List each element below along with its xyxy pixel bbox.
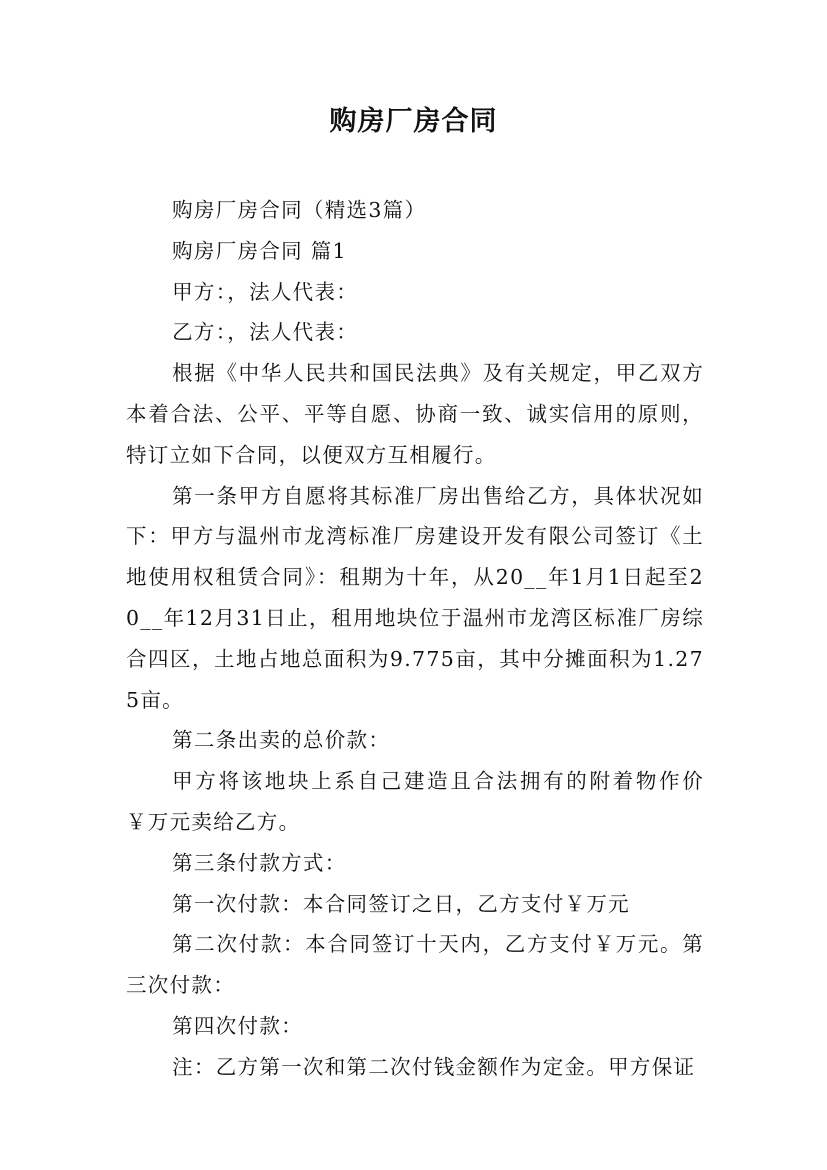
- paragraph-payment-4: 第四次付款：: [172, 1013, 303, 1038]
- paragraph-payment-1: 第一次付款：本合同签订之日，乙方支付￥万元: [172, 891, 630, 916]
- paragraph-article-2-body: 甲方将该地块上系自己建造且合法拥有的附着物作价￥万元卖给乙方。: [126, 769, 704, 834]
- paragraph-article-3-heading: 第三条付款方式：: [172, 850, 347, 875]
- paragraph-section-heading: 购房厂房合同 篇1: [172, 238, 347, 263]
- paragraph-article-2-heading: 第二条出卖的总价款：: [172, 728, 391, 753]
- document-body: [126, 190, 704, 1088]
- paragraph-note: 注：乙方第一次和第二次付钱金额作为定金。甲方保证: [172, 1054, 696, 1079]
- paragraph-party-a: 甲方：，法人代表：: [172, 279, 359, 304]
- paragraph-subtitle: 购房厂房合同（精选3篇）: [172, 198, 427, 222]
- paragraph-payment-2: 第二次付款：本合同签订十天内，乙方支付￥万元。第三次付款：: [126, 932, 704, 998]
- paragraph-party-b: 乙方：，法人代表：: [172, 320, 359, 345]
- paragraph-preamble: 根据《中华人民共和国民法典》及有关规定，甲乙双方本着合法、公平、平等自愿、协商一致、诚实信用的原则，特订立如下合同，以便双方互相履行。: [126, 361, 704, 467]
- paragraph-article-1: 第一条甲方自愿将其标准厂房出售给乙方，具体状况如下：甲方与温州市龙湾标准厂房建设开发有限公司签订《土地使用权租赁合同》：租期为十年，从20__年1月1日起至20__年12月31日止，租用地块位于温州市龙湾区标准厂房综合四区，土地占地总面积为9.775亩，其中分摊面积为1.275亩。: [126, 483, 704, 712]
- document-title: 购房厂房合同: [329, 106, 498, 137]
